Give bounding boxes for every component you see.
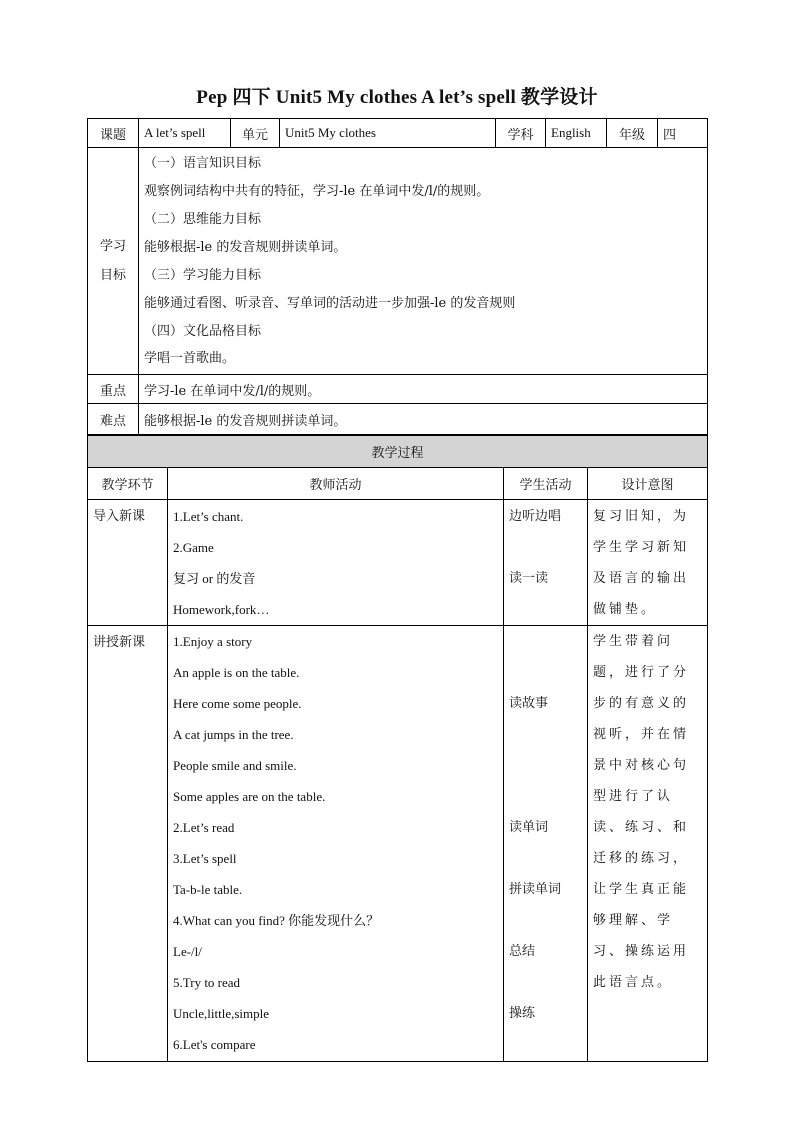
teacher-step: 1.Enjoy a story [173, 634, 253, 649]
student-step: 读一读 [509, 571, 549, 586]
document-title: Pep 四下 Unit5 My clothes A let’s spell 教学设计 [196, 87, 598, 108]
key-point-label: 重点 [88, 375, 139, 404]
topic-label: 课题 [88, 119, 139, 148]
objective-line: 观察例词结构中共有的特征，学习-le 在单词中发/l/的规则。 [144, 184, 490, 199]
objective-heading: （四）文化品格目标 [144, 324, 262, 339]
process-table [87, 435, 708, 1062]
teacher-step: Some apples are on the table. [173, 789, 326, 804]
objective-heading: （二）思维能力目标 [144, 212, 262, 227]
student-step: 总结 [509, 944, 536, 959]
teacher-activity-cell [168, 626, 504, 1062]
student-step: 操练 [509, 1006, 536, 1021]
stage-cell: 讲授新课 [88, 626, 168, 1062]
table-row [88, 500, 708, 626]
subject-value: English [546, 119, 607, 148]
student-step: 读故事 [509, 696, 549, 711]
topic-value: A let’s spell [139, 119, 231, 148]
objective-line: 能够根据-le 的发音规则拼读单词。 [144, 240, 347, 255]
grade-label: 年级 [607, 119, 658, 148]
teacher-step: An apple is on the table. [173, 665, 300, 680]
objective-heading: （三）学习能力目标 [144, 268, 262, 283]
teacher-activity-cell [168, 500, 504, 626]
student-step [509, 967, 582, 998]
student-step [509, 905, 582, 936]
student-step [509, 781, 582, 812]
objectives-label-line2: 目标 [99, 268, 126, 283]
teacher-step: 5.Try to read [173, 975, 241, 990]
info-table [87, 118, 708, 435]
teacher-step: People smile and smile. [173, 758, 297, 773]
objective-heading: （一）语言知识目标 [144, 156, 262, 171]
student-step: 边听边唱 [509, 509, 562, 524]
teacher-step: Le-/l/ [173, 944, 202, 959]
column-header-student: 学生活动 [504, 468, 588, 500]
process-header: 教学过程 [88, 436, 708, 468]
column-header-intent: 设计意图 [588, 468, 708, 500]
teacher-step: 1.Let’s chant. [173, 509, 244, 524]
objective-line: 学唱一首歌曲。 [144, 351, 236, 366]
student-step [509, 1029, 582, 1060]
student-step [509, 843, 582, 874]
unit-label: 单元 [231, 119, 280, 148]
objectives-label-line1: 学习 [99, 239, 126, 254]
difficulty-label: 难点 [88, 404, 139, 435]
unit-value: Unit5 My clothes [280, 119, 496, 148]
student-step [509, 750, 582, 781]
stage-cell: 导入新课 [88, 500, 168, 626]
student-step [509, 532, 582, 563]
teacher-step: Homework,fork… [173, 602, 270, 617]
teacher-step: 2.Game [173, 540, 214, 555]
student-step: 拼读单词 [509, 882, 562, 897]
teacher-step: 4.What can you find? 你能发现什么？ [173, 913, 380, 928]
objective-line: 能够通过看图、听录音、写单词的活动进一步加强-le 的发音规则 [144, 296, 516, 311]
key-point-value: 学习-le 在单词中发/l/的规则。 [139, 375, 708, 404]
objectives-label [88, 148, 139, 375]
design-intent-cell: 学生带着问题，进行了分步的有意义的视听，并在情景中对核心句型进行了认读、练习、和迁移的练习，让学生真正能够理解、学习、操练运用此语言点。 [588, 626, 708, 1062]
difficulty-value: 能够根据-le 的发音规则拼读单词。 [139, 404, 708, 435]
grade-value: 四 [658, 119, 708, 148]
column-header-stage: 教学环节 [88, 468, 168, 500]
teacher-step: 3.Let’s spell [173, 851, 237, 866]
objectives-content [139, 148, 708, 375]
student-step: 读单词 [509, 820, 549, 835]
teacher-step: Uncle,little,simple [173, 1006, 270, 1021]
subject-label: 学科 [496, 119, 546, 148]
teacher-step: 复习 or 的发音 [173, 571, 256, 586]
teacher-step: Ta-b-le table. [173, 882, 243, 897]
teacher-step: 2.Let’s read [173, 820, 235, 835]
table-row [88, 626, 708, 1062]
student-step [509, 626, 582, 657]
teacher-step: Here come some people. [173, 696, 302, 711]
student-step [509, 594, 582, 625]
teacher-step: A cat jumps in the tree. [173, 727, 294, 742]
design-intent-cell: 复习旧知，为学生学习新知及语言的输出做铺垫。 [588, 500, 708, 626]
student-activity-cell [504, 500, 588, 626]
teacher-step: 6.Let's compare [173, 1037, 256, 1052]
student-step [509, 657, 582, 688]
student-activity-cell [504, 626, 588, 1062]
student-step [509, 719, 582, 750]
column-header-teacher: 教师活动 [168, 468, 504, 500]
